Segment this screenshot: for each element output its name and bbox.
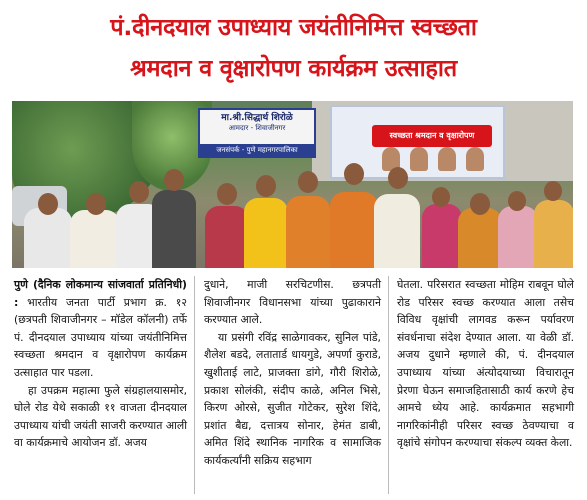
person-head: [388, 167, 408, 189]
banner-title: स्वच्छता श्रमदान व वृक्षारोपण: [372, 125, 492, 147]
article-paragraph: [14, 276, 187, 382]
person-head: [256, 175, 276, 197]
dateline: पुणे (दैनिक लोकमान्य सांजवार्ता प्रतिनिधी) :: [14, 278, 187, 309]
headline-line-2: श्रमदान व वृक्षारोपण कार्यक्रम उत्साहात: [130, 54, 457, 82]
person-head: [432, 187, 450, 207]
board-name: मा.श्री.सिद्धार्थ शिरोळे: [221, 113, 293, 123]
person-head: [164, 169, 184, 191]
person-head: [508, 191, 526, 211]
person: [422, 204, 462, 268]
person: [498, 206, 538, 268]
person-head: [129, 181, 149, 203]
person: [24, 208, 72, 268]
board-subtitle: आमदार - शिवाजीनगर: [228, 124, 286, 132]
news-photo: [12, 101, 573, 268]
article-column-2: [204, 276, 381, 470]
name-board: [198, 108, 316, 158]
article-paragraph: हा उपक्रम महात्मा फुले संग्रहालयासमोर, घोले रोड येथे सकाळी ११ वाजता दीनदयाल उपाध्याय यांची जयंती साजरी करण्यात आली वा कार्यक्रमाचे आयोजन डॉ. अजय: [14, 383, 187, 450]
article-paragraph: घेतला. परिसरात स्वच्छता मोहिम राबवून घोले रोड परिसर स्वच्छ करण्यात आला तसेच विविध वृक्षांची लागवड करून पर्यावरण संवर्धनाचा संदेश देण्यात आला. या वेळी डॉ. अजय दुधाने म्हणाले की, पं. दीनदयाल उपाध्याय यांच्या अंत्योदयाच्या विचारातून प्रेरणा घेऊन समाजहितासाठी कार्य करणे हेच आमचे ध्येय आहे. कार्यक्रमात सहभागी नागरिकांनीही परिसर स्वच्छ ठेवण्याचा व वृक्षांचे संगोपन करण्याचा संकल्प व्यक्त केला.: [397, 278, 574, 450]
column-divider: [388, 276, 389, 494]
article-paragraph: या प्रसंगी रविंद्र साळेगावकर, सुनिल पांडे, शैलेश बडदे, लतातार्ड धायगुडे, अपर्णा कुराडे, खुशीताई लाटे, प्राजक्ता डांगे, गौरी शिरोळे, प्रकाश सोलंकी, संदीप काळे, अनिल भिसे, किरण ओरसे, सुजीत गोटेकर, सुरेश शिंदे, प्रशांत बैद्य, दत्तात्रय सोनार, हेमंत डाबी, अमित शिंदे स्थानिक नागरिक व सामाजिक कार्यकर्त्यांनी सक्रिय सहभाग: [204, 330, 381, 467]
article-paragraph: दुधाने, माजी सरचिटणीस. छत्रपती शिवाजीनगर विधानसभा यांच्या पुढाकाराने करण्यात आले.: [204, 278, 381, 327]
person: [374, 194, 420, 268]
column-divider: [194, 276, 195, 494]
person: [205, 206, 249, 268]
person: [244, 198, 288, 268]
person-head: [217, 183, 237, 205]
headline-line-1: पं.दीनदयाल उपाध्याय जयंतीनिमित्त स्वच्छता: [110, 13, 477, 41]
person-head: [86, 193, 106, 215]
person-head: [38, 193, 58, 215]
person: [330, 192, 378, 268]
paragraph-text: भारतीय जनता पार्टी प्रभाग क्र. १२ (छत्रपती शिवाजीनगर – मॉडेल कॉलनी) तर्फे पं. दीनदयाल उपाध्याय यांच्या जयंतीनिमित्त स्वच्छता श्रमदान व वृक्षारोपण कार्यक्रम उत्साहात पार पडला.: [14, 295, 187, 379]
person: [152, 190, 196, 268]
person: [534, 200, 573, 268]
person-head: [344, 163, 364, 185]
article-column-3: [397, 276, 574, 452]
headline: [0, 0, 587, 96]
article-column-1: [14, 276, 187, 452]
person: [286, 196, 330, 268]
board-footer: जनसंपर्क - पुणे महानगरपालिका: [200, 144, 314, 156]
person-head: [544, 181, 562, 201]
banner-portrait: [410, 147, 428, 171]
person: [70, 210, 120, 268]
person: [458, 208, 502, 268]
banner-portrait: [466, 147, 484, 171]
person-head: [470, 193, 490, 215]
banner-portrait: [438, 147, 456, 171]
person-head: [298, 171, 318, 193]
